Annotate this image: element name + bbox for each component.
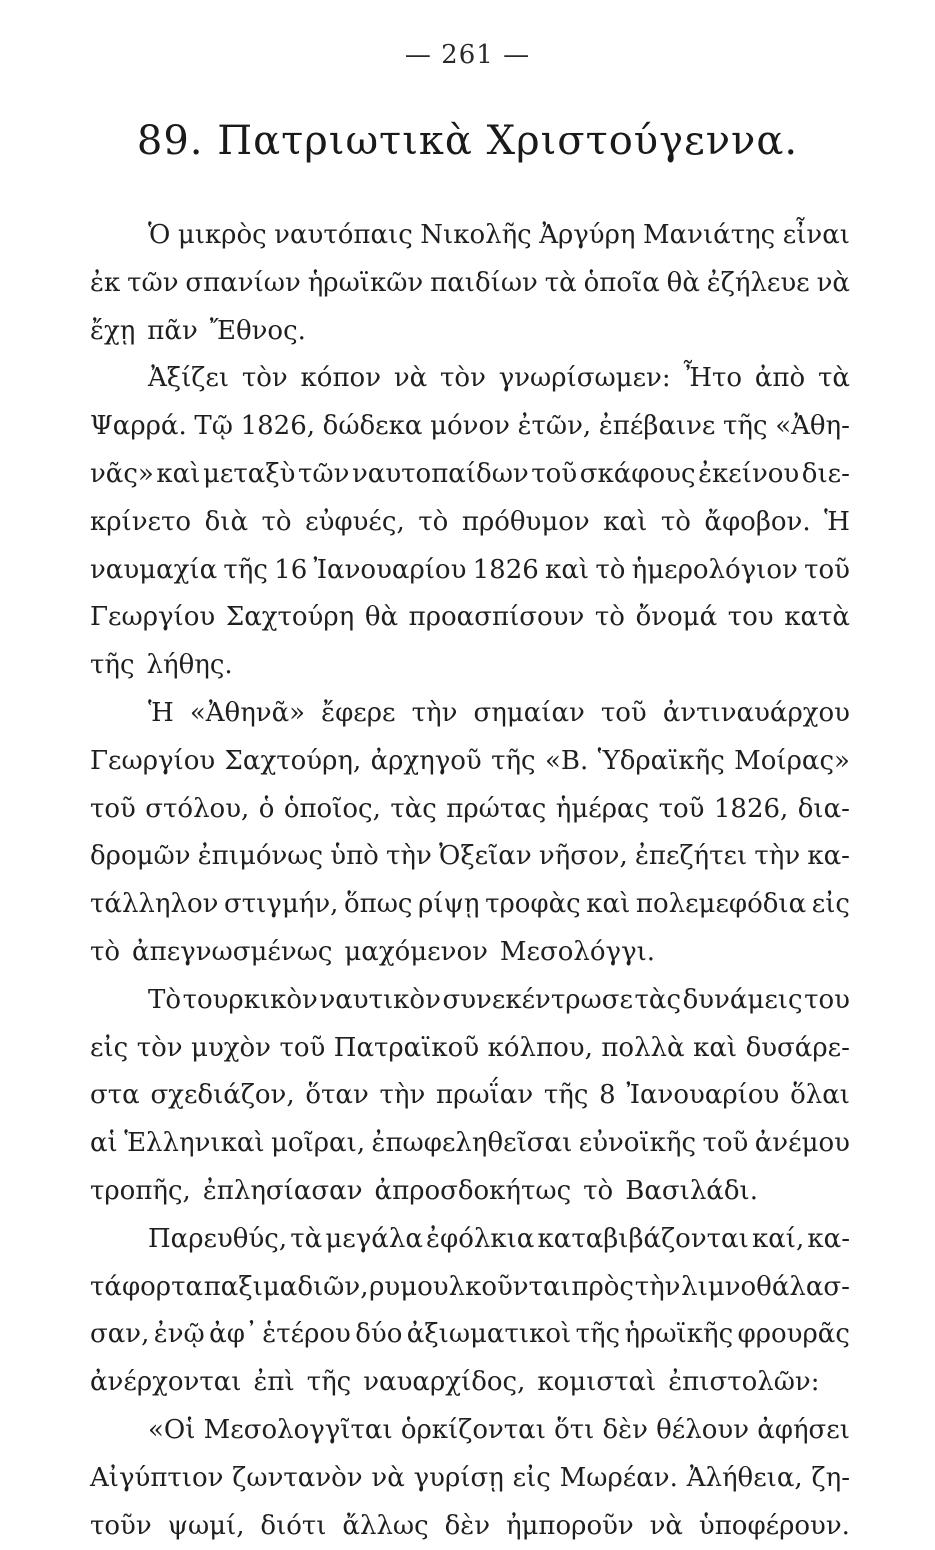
word: Παρευθύς, bbox=[148, 1223, 288, 1254]
text-line bbox=[90, 212, 850, 260]
word: λιμνοθάλασ- bbox=[681, 1271, 850, 1302]
word: Μωρέαν. bbox=[559, 1462, 678, 1493]
word: καὶ bbox=[156, 458, 201, 489]
word: ψωμί, bbox=[167, 1510, 245, 1541]
text-line bbox=[90, 1025, 850, 1073]
word: τοῦ bbox=[600, 697, 647, 728]
word: ὄνομά bbox=[635, 602, 718, 633]
chapter-title: 89. Πατριωτικὰ Χριστούγεννα. bbox=[136, 118, 799, 164]
word: παξιμαδιῶν, bbox=[203, 1271, 369, 1302]
word: Ἀλήθεια, bbox=[686, 1462, 803, 1493]
word: ἀνέρχονται bbox=[90, 1367, 242, 1398]
word: ἑτέρου bbox=[262, 1319, 351, 1350]
word: του bbox=[727, 602, 774, 633]
word: κρίνετο bbox=[90, 506, 192, 537]
word: ἡμερολόγιον bbox=[631, 554, 798, 585]
word: Ἔθνος. bbox=[209, 315, 306, 346]
text-line bbox=[90, 1311, 850, 1359]
word: ἠμποροῦν bbox=[505, 1510, 634, 1541]
word: τὴν bbox=[386, 841, 432, 872]
word: φρουρᾶς bbox=[737, 1319, 850, 1350]
word: σαν, bbox=[90, 1319, 150, 1350]
word: ὅτι bbox=[554, 1414, 595, 1445]
word: 16 bbox=[274, 554, 308, 585]
word: ἄλλως bbox=[342, 1510, 429, 1541]
word: ζη- bbox=[811, 1462, 850, 1493]
word: τοῦ bbox=[279, 1032, 326, 1063]
word: ἀπὸ bbox=[754, 363, 806, 394]
word: ἐζήλευε bbox=[706, 267, 810, 298]
word: εὐφυές, bbox=[305, 506, 405, 537]
word: εἰς bbox=[512, 1462, 551, 1493]
word: σχεδιάζον, bbox=[150, 1080, 295, 1111]
word: ὁρκίζονται bbox=[400, 1414, 546, 1445]
body-text bbox=[90, 212, 850, 1550]
word: Τὸ bbox=[148, 984, 181, 1015]
word: Μοίρας» bbox=[734, 745, 850, 776]
word: ἀνέμου bbox=[754, 1128, 850, 1159]
text-line bbox=[90, 1120, 850, 1168]
word: Γεωργίου bbox=[90, 745, 216, 776]
word: εἰς bbox=[811, 889, 850, 920]
text-line bbox=[90, 1168, 850, 1216]
text-line bbox=[90, 451, 850, 499]
word: Τῷ bbox=[194, 411, 233, 442]
word: τὰς bbox=[634, 984, 682, 1015]
word: πρόθυμον bbox=[461, 506, 590, 537]
word: ἡμέρας bbox=[555, 793, 650, 824]
word: δώδεκα bbox=[322, 411, 423, 442]
word: κομισταὶ bbox=[537, 1367, 657, 1398]
word: τροφὰς bbox=[485, 889, 581, 920]
word: εὐνοϊκῆς bbox=[578, 1128, 697, 1159]
word: δὲν bbox=[602, 1414, 648, 1445]
word: ἀντιναυάρχου bbox=[662, 697, 850, 728]
word: μαχόμενον bbox=[344, 936, 488, 967]
word: τὴν bbox=[379, 1080, 426, 1111]
word: διε- bbox=[801, 458, 850, 489]
word: γυρίσῃ bbox=[413, 1462, 504, 1493]
word: στόλου, bbox=[145, 793, 250, 824]
word: ἐκείνου bbox=[698, 458, 800, 489]
word: τὰς bbox=[390, 793, 437, 824]
word: μικρὸς bbox=[177, 220, 267, 250]
word: τὴν bbox=[754, 841, 801, 872]
word: Ἑλληνικαὶ bbox=[124, 1128, 265, 1159]
word: θὰ bbox=[364, 602, 399, 633]
word: τὴν bbox=[634, 1271, 681, 1302]
word: Σαχτούρη bbox=[225, 602, 355, 633]
text-line bbox=[90, 1072, 850, 1120]
word: ναυτικὸν bbox=[319, 984, 441, 1015]
word: καταβιβάζονται bbox=[537, 1223, 749, 1254]
word: δια- bbox=[797, 793, 850, 824]
word: στιγμήν, bbox=[223, 889, 339, 920]
word: ὅταν bbox=[305, 1080, 369, 1111]
word: τῆς bbox=[543, 1080, 589, 1111]
word: Μεσολόγγι. bbox=[499, 936, 656, 967]
word: διὰ bbox=[204, 506, 248, 537]
word: ὅλαι bbox=[790, 1080, 850, 1111]
word: θὰ bbox=[666, 267, 700, 298]
word: νᾶς» bbox=[90, 458, 154, 489]
word: ὅπως bbox=[343, 889, 413, 920]
word: τὰ bbox=[818, 363, 850, 394]
word: ὁποῖος, bbox=[283, 793, 381, 824]
word: 8 bbox=[599, 1080, 616, 1111]
word: ἔχῃ bbox=[90, 315, 136, 346]
word: «Οἱ bbox=[148, 1414, 196, 1445]
text-line bbox=[90, 738, 850, 786]
word: του bbox=[804, 984, 850, 1015]
text-line bbox=[90, 1503, 850, 1550]
word: ἐπλησίασαν bbox=[202, 1175, 363, 1206]
word: νὰ bbox=[816, 267, 850, 298]
word: Ἀξίζει bbox=[148, 363, 230, 394]
word: ἀξιωματικοὶ bbox=[406, 1319, 572, 1350]
word: ἀφ᾽ bbox=[209, 1319, 258, 1350]
word: Πατραϊκοῦ bbox=[333, 1032, 480, 1063]
word: Μανιάτης bbox=[642, 220, 776, 250]
word: τῆς bbox=[575, 1319, 621, 1350]
word: πρωΐαν bbox=[436, 1080, 534, 1111]
text-line bbox=[90, 1216, 850, 1264]
word: «Ἀθη- bbox=[775, 411, 850, 442]
word: ὁποῖα bbox=[583, 267, 660, 298]
text-line bbox=[90, 929, 850, 977]
word: καὶ bbox=[603, 506, 648, 537]
word: μεταξὺ bbox=[203, 458, 296, 489]
word: τῶν bbox=[127, 267, 179, 298]
word: κα- bbox=[807, 1223, 850, 1254]
word: κόπον bbox=[300, 363, 381, 394]
word: νὰ bbox=[371, 1462, 405, 1493]
text-line bbox=[90, 1264, 850, 1312]
word: θέλουν bbox=[656, 1414, 750, 1445]
word: ἀπροσδοκήτως bbox=[374, 1175, 572, 1206]
text-line bbox=[90, 690, 850, 738]
word: ὑπὸ bbox=[330, 841, 379, 872]
word: Αἰγύπτιον bbox=[90, 1462, 224, 1493]
word: πρὸς bbox=[571, 1271, 634, 1302]
word: δρομῶν bbox=[90, 841, 191, 872]
word: τὸ bbox=[595, 554, 626, 585]
text-line bbox=[90, 786, 850, 834]
word: Ἡ bbox=[824, 506, 850, 537]
word: δυσάρε- bbox=[745, 1032, 850, 1063]
word: τῆς bbox=[723, 411, 768, 442]
word: τὸ bbox=[418, 506, 449, 537]
word: γνωρίσωμεν: bbox=[498, 363, 671, 394]
word: τὸν bbox=[440, 363, 486, 394]
word: διότι bbox=[260, 1510, 327, 1541]
word: ἐφόλκια bbox=[426, 1223, 535, 1254]
word: ἐνῷ bbox=[153, 1319, 205, 1350]
word: 1826 bbox=[472, 554, 539, 585]
word: καὶ bbox=[693, 1032, 738, 1063]
word: νὰ bbox=[649, 1510, 683, 1541]
word: κα- bbox=[807, 841, 850, 872]
word: ἐπεζήτει bbox=[634, 841, 748, 872]
text-line bbox=[90, 355, 850, 403]
word: νὰ bbox=[393, 363, 428, 394]
word: τῆς bbox=[491, 745, 536, 776]
word: ναυμαχία bbox=[90, 554, 218, 585]
word: τάλληλον bbox=[90, 889, 219, 920]
word: λήθης. bbox=[146, 650, 233, 681]
word: τῆς bbox=[223, 554, 268, 585]
word: Ὑδραϊκῆς bbox=[597, 745, 725, 776]
word: πᾶν bbox=[147, 315, 198, 346]
word: καί, bbox=[751, 1223, 805, 1254]
word: «Ἀθηνᾶ» bbox=[189, 697, 306, 728]
word: καὶ bbox=[545, 554, 590, 585]
text-line bbox=[90, 403, 850, 451]
word: ἐτῶν, bbox=[517, 411, 592, 442]
word: μεγάλα bbox=[325, 1223, 423, 1254]
word: ρίψῃ bbox=[418, 889, 480, 920]
word: πολεμεφόδια bbox=[635, 889, 807, 920]
word: τὸ bbox=[90, 936, 121, 967]
word: τῆς bbox=[90, 650, 135, 681]
word: ἄφοβον. bbox=[704, 506, 811, 537]
word: ναυτόπαις bbox=[274, 220, 413, 250]
word: δὲν bbox=[444, 1510, 491, 1541]
text-line bbox=[90, 260, 850, 308]
word: τὰ bbox=[290, 1223, 323, 1254]
word: τῆς bbox=[306, 1367, 352, 1398]
text-line bbox=[90, 1407, 850, 1455]
word: ἀπεγνωσμένως bbox=[132, 936, 333, 967]
word: ναυτοπαίδων bbox=[352, 458, 529, 489]
word: τοῦν bbox=[90, 1510, 152, 1541]
word: δυνάμεις bbox=[682, 984, 803, 1015]
word: μόνον bbox=[430, 411, 510, 442]
text-line bbox=[90, 594, 850, 642]
word: Νικολῆς bbox=[420, 220, 532, 250]
word: ὑποφέρουν. bbox=[698, 1510, 850, 1541]
word: μυχὸν bbox=[191, 1032, 271, 1063]
word: δύο bbox=[355, 1319, 403, 1350]
word: σημαίαν bbox=[473, 697, 585, 728]
word: ναυαρχίδος, bbox=[363, 1367, 526, 1398]
word: Ἦτο bbox=[683, 363, 743, 394]
word: τὸ bbox=[583, 1175, 614, 1206]
word: Ψαρρά. bbox=[90, 411, 187, 442]
word: πρώτας bbox=[446, 793, 547, 824]
text-line bbox=[90, 881, 850, 929]
word: τῶν bbox=[298, 458, 350, 489]
word: τοῦ bbox=[531, 458, 578, 489]
text-line bbox=[90, 977, 850, 1025]
word: πολλὰ bbox=[601, 1032, 685, 1063]
word: Ὀξεῖαν bbox=[439, 841, 532, 872]
word: τὴν bbox=[411, 697, 458, 728]
word: Γεωργίου bbox=[90, 602, 216, 633]
text-line bbox=[90, 499, 850, 547]
word: κόλπου, bbox=[487, 1032, 593, 1063]
word: τουρκικὸν bbox=[182, 984, 318, 1015]
word: ἐκ bbox=[90, 267, 121, 298]
word: τὰ bbox=[544, 267, 577, 298]
text-line bbox=[90, 308, 850, 356]
word: 1826, bbox=[713, 793, 789, 824]
word: τοῦ bbox=[804, 554, 850, 585]
word: τοῦ bbox=[658, 793, 705, 824]
word: ἔφερε bbox=[321, 697, 396, 728]
text-line bbox=[90, 1455, 850, 1503]
word: Ἡ bbox=[148, 697, 174, 728]
text-line bbox=[90, 1359, 850, 1407]
word: αἱ bbox=[90, 1128, 118, 1159]
word: ἐπὶ bbox=[253, 1367, 295, 1398]
word: «Β. bbox=[544, 745, 589, 776]
word: σπανίων bbox=[185, 267, 301, 298]
word: Ἀργύρη bbox=[539, 220, 636, 250]
word: ἀφήσει bbox=[757, 1414, 850, 1445]
word: τοῦ bbox=[90, 793, 136, 824]
word: Ἰανουαρίου bbox=[626, 1080, 780, 1111]
word: τὸν bbox=[241, 363, 288, 394]
word: συνεκέντρωσε bbox=[442, 984, 633, 1015]
word: κατὰ bbox=[784, 602, 850, 633]
word: σκάφους bbox=[579, 458, 696, 489]
word: ζωντανὸν bbox=[232, 1462, 363, 1493]
word: τάφορτα bbox=[90, 1271, 204, 1302]
word: τοῦ bbox=[702, 1128, 749, 1159]
word: Σαχτούρη, bbox=[224, 745, 362, 776]
word: νῆσον, bbox=[538, 841, 628, 872]
word: καὶ bbox=[586, 889, 631, 920]
word: εἰς bbox=[90, 1032, 129, 1063]
word: τὸ bbox=[594, 602, 625, 633]
word: ἡρωϊκῶν bbox=[307, 267, 424, 298]
text-line bbox=[90, 642, 850, 690]
word: ρυμουλκοῦνται bbox=[369, 1271, 571, 1302]
word: ἐπιμόνως bbox=[197, 841, 324, 872]
word: ἐπιστολῶν: bbox=[668, 1367, 820, 1398]
word: ἐπέβαινε bbox=[598, 411, 716, 442]
word: μοῖραι, bbox=[271, 1128, 366, 1159]
word: 1826, bbox=[240, 411, 316, 442]
word: ἀρχηγοῦ bbox=[370, 745, 482, 776]
word: τροπῆς, bbox=[90, 1175, 191, 1206]
word: Βασιλάδι. bbox=[625, 1175, 758, 1206]
word: Ἰανουαρίου bbox=[313, 554, 467, 585]
word: τὸ bbox=[261, 506, 292, 537]
word: τὸν bbox=[136, 1032, 183, 1063]
text-line bbox=[90, 547, 850, 595]
word: ἡρωϊκῆς bbox=[624, 1319, 734, 1350]
page-number: — 261 — bbox=[404, 40, 531, 70]
word: Μεσολογγῖται bbox=[203, 1414, 393, 1445]
word: εἶναι bbox=[782, 220, 850, 250]
word: Ὁ bbox=[148, 220, 171, 250]
word: παιδίων bbox=[430, 267, 538, 298]
word: ὁ bbox=[258, 793, 275, 824]
word: προασπίσουν bbox=[408, 602, 585, 633]
word: ἐπωφεληθεῖσαι bbox=[371, 1128, 573, 1159]
text-line bbox=[90, 833, 850, 881]
word: στα bbox=[90, 1080, 140, 1111]
word: τὸ bbox=[660, 506, 691, 537]
